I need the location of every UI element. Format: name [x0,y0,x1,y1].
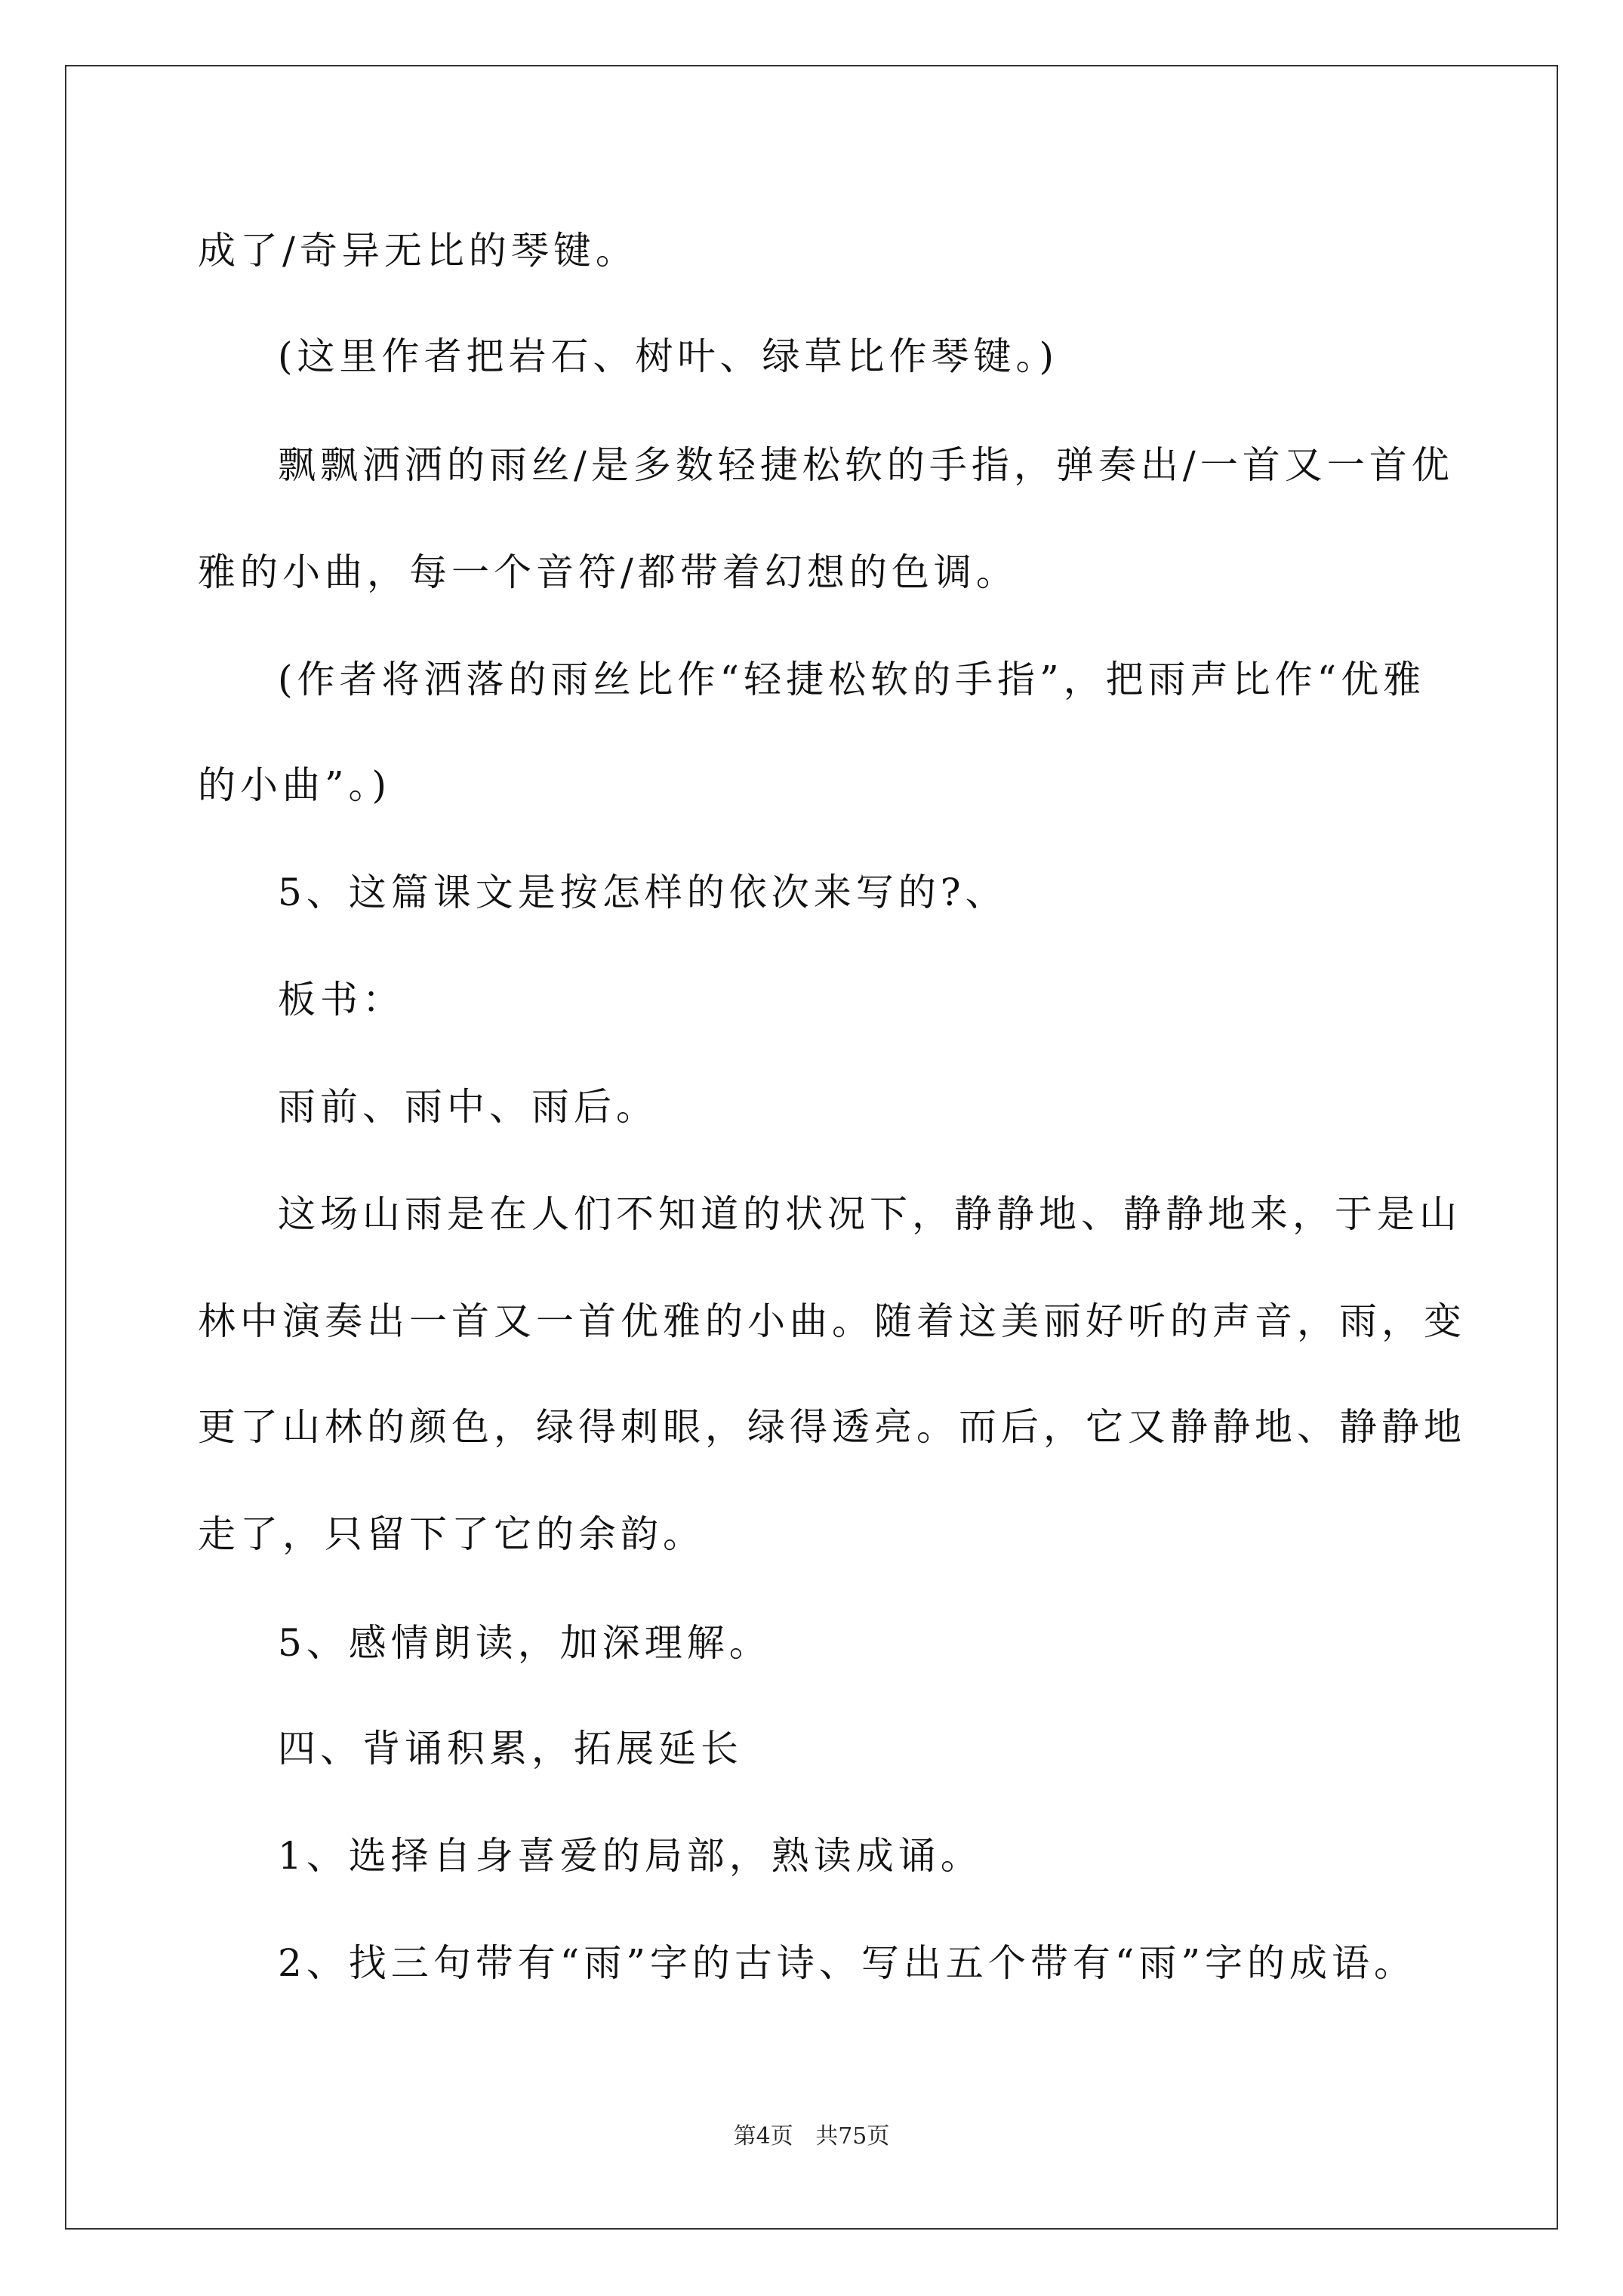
text-line: 成了/奇异无比的琴键。 [198,229,638,273]
text-line: 四、背诵积累，拓展延长 [278,1727,743,1771]
text-line: 雅的小曲，每一个音符/都带着幻想的色调。 [198,550,1018,594]
text-line: 飘飘洒洒的雨丝/是多数轻捷松软的手指，弹奏出/一首又一首优 [278,443,1454,487]
page-number: 第4页 [733,2123,793,2150]
page-border [65,65,1558,2230]
text-line: (这里作者把岩石、树叶、绿草比作琴键。) [278,334,1059,378]
text-line: 的小曲”。) [198,763,392,807]
text-line: (作者将洒落的雨丝比作“轻捷松软的手指”，把雨声比作“优雅 [278,658,1426,701]
text-line: 2、找三句带有“雨”字的古诗、写出五个带有“雨”字的成语。 [278,1941,1417,1985]
text-line: 板书： [278,978,405,1022]
text-line: 林中演奏出一首又一首优雅的小曲。随着这美丽好听的声音，雨，变 [198,1299,1466,1343]
text-line: 5、这篇课文是按怎样的依次来写的?、 [278,871,1008,914]
page-total: 共75页 [815,2123,890,2150]
page-footer [0,2122,1623,2152]
text-line: 这场山雨是在人们不知道的状况下，静静地、静静地来，于是山 [278,1192,1461,1236]
text-line: 走了，只留下了它的余韵。 [198,1512,705,1556]
text-line: 更了山林的颜色，绿得刺眼，绿得透亮。而后，它又静静地、静静地 [198,1405,1466,1449]
text-line: 1、选择自身喜爱的局部，熟读成诵。 [278,1834,983,1878]
text-line: 5、感情朗读，加深理解。 [278,1621,771,1665]
text-line: 雨前、雨中、雨后。 [278,1085,658,1129]
